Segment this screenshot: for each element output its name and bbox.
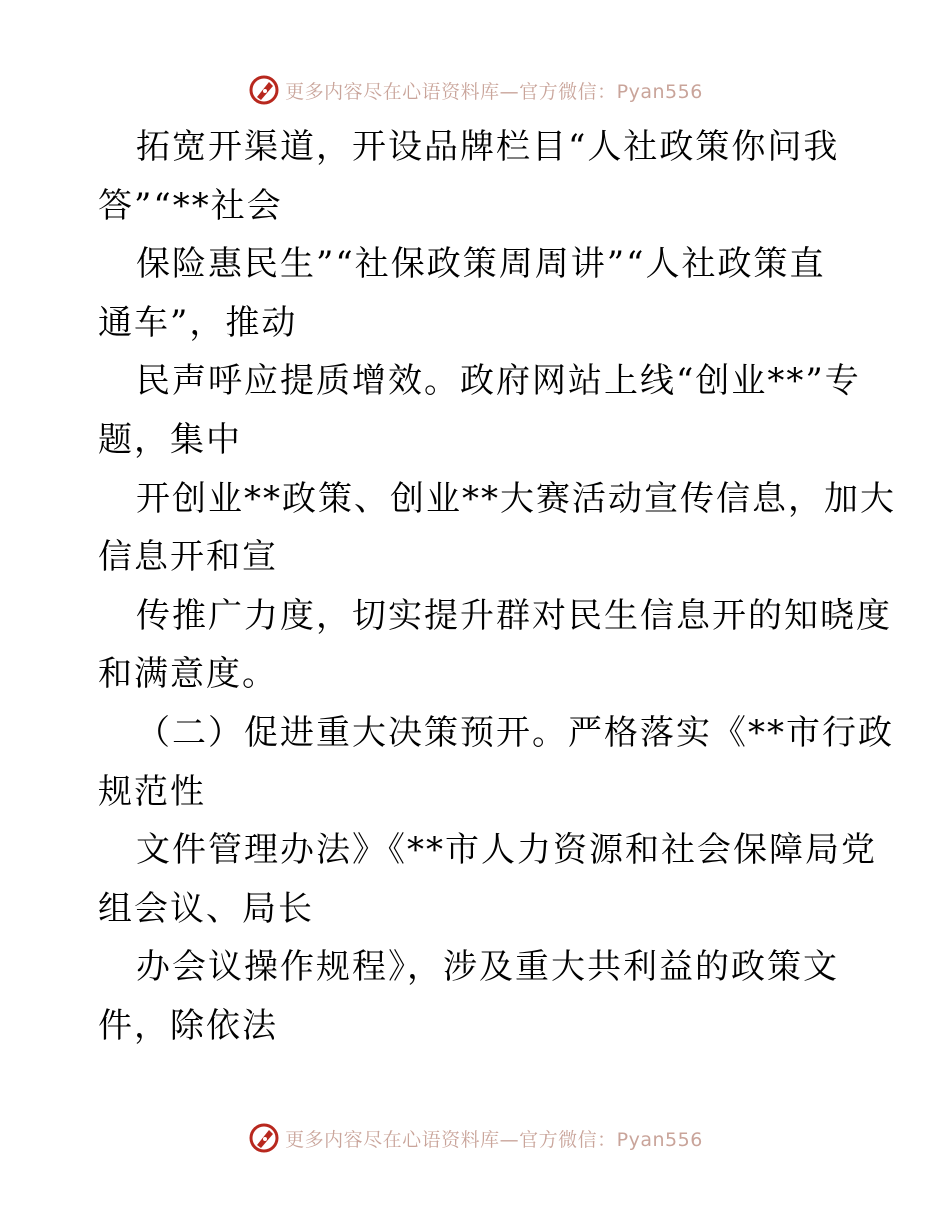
footer-banner xyxy=(0,1118,950,1158)
document-body xyxy=(98,118,896,1056)
text-line: 民声呼应提质增效。政府网站上线“创业**”专 xyxy=(136,361,861,402)
text-line: 规范性 xyxy=(98,771,206,812)
pen-nib-circle-icon xyxy=(247,73,281,107)
text-line: 保险惠民生”“社保政策周周讲”“人社政策直 xyxy=(136,244,826,285)
text-line: 信息开和宣 xyxy=(98,537,278,578)
text-line: 拓宽开渠道，开设品牌栏目“人社政策你问我 xyxy=(136,127,840,167)
pen-nib-circle-icon xyxy=(247,1121,281,1155)
text-line: 组会议、局长 xyxy=(98,888,314,929)
banner-text: 更多内容尽在心语资料库—官方微信：Pyan556 xyxy=(285,1128,703,1151)
text-line: 办会议操作规程》，涉及重大共利益的政策文 xyxy=(136,947,839,988)
text-line: （二）促进重大决策预开。严格落实《**市行政 xyxy=(136,712,894,753)
text-line: 开创业**政策、创业**大赛活动宣传信息，加大 xyxy=(136,478,896,519)
text-line: 件，除依法 xyxy=(98,1005,278,1046)
text-line: 通车”，推动 xyxy=(98,302,298,343)
text-line: 文件管理办法》《**市人力资源和社会保障局党 xyxy=(136,830,877,871)
text-line: 传推广力度，切实提升群对民生信息开的知晓度 xyxy=(136,595,892,636)
banner-text: 更多内容尽在心语资料库—官方微信：Pyan556 xyxy=(285,80,703,103)
header-banner xyxy=(0,70,950,110)
text-line: 答”“**社会 xyxy=(98,185,283,226)
text-line: 和满意度。 xyxy=(98,654,278,695)
text-line: 题，集中 xyxy=(98,419,242,460)
